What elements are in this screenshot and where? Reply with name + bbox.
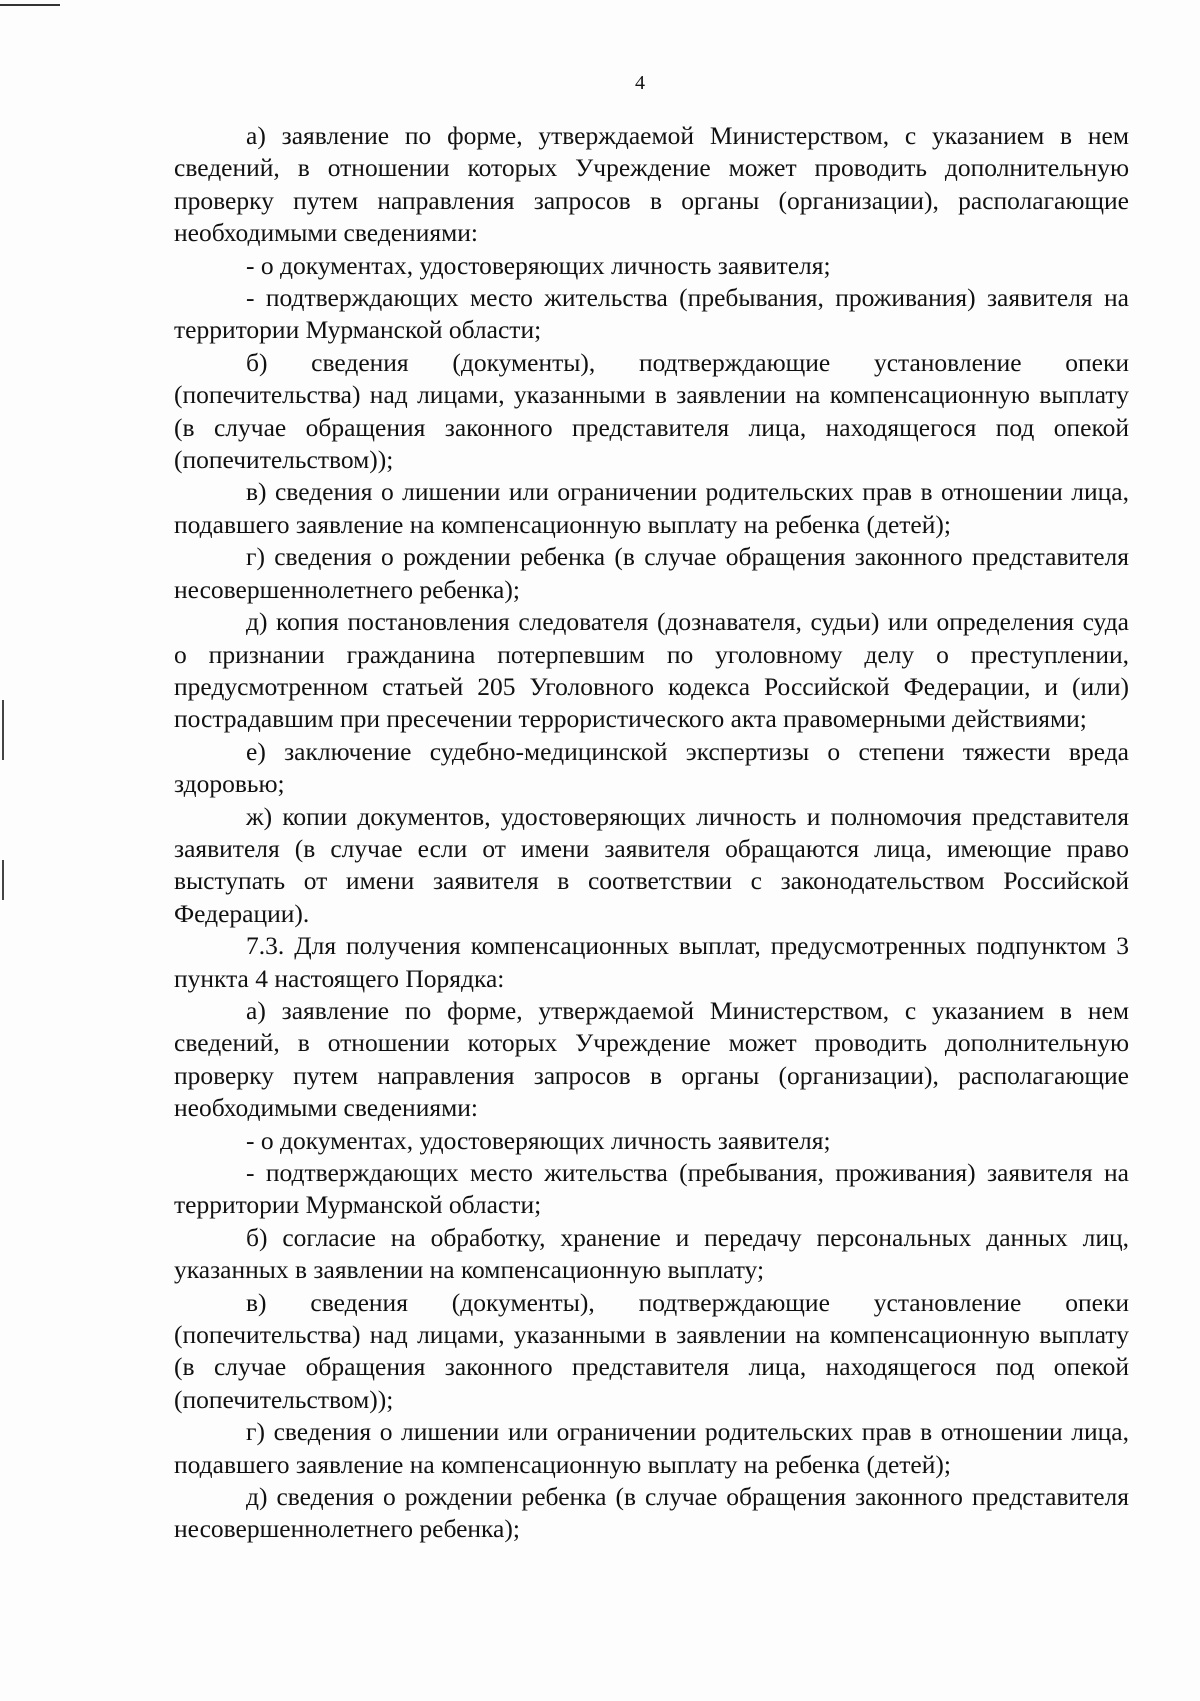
paragraph: - подтверждающих место жительства (пребывания, проживания) заявителя на территории Мурманской области;: [174, 283, 1129, 345]
paragraph: а) заявление по форме, утверждаемой Министерством, с указанием в нем сведений, в отношении которых Учреждение может проводить дополнительную проверку путем направления запросов в органы (организации), располагающие необходимыми сведениями:: [174, 121, 1129, 248]
paragraph: г) сведения о лишении или ограничении родительских прав в отношении лица, подавшего заявление на компенсационную выплату на ребенка (детей);: [174, 1417, 1129, 1479]
paragraph: б) согласие на обработку, хранение и передачу персональных данных лиц, указанных в заявлении на компенсационную выплату;: [174, 1222, 1129, 1285]
paragraph: в) сведения (документы), подтверждающие установление опеки (попечительства) над лицами, указанными в заявлении на компенсационную выплату (в случае обращения законного представителя лица, находящегося под опекой (попечительством));: [174, 1287, 1129, 1414]
paragraph: г) сведения о рождении ребенка (в случае обращения законного представителя несовершеннолетнего ребенка);: [174, 542, 1129, 604]
scan-edge-mark: [2, 700, 4, 760]
paragraph: ж) копии документов, удостоверяющих личность и полномочия представителя заявителя (в случае если от имени заявителя обращаются лица, имеющие право выступать от имени заявителя в соответствии с законодательством Российской Федерации).: [174, 801, 1129, 928]
paragraph: д) сведения о рождении ребенка (в случае обращения законного представителя несовершеннолетнего ребенка);: [174, 1482, 1129, 1544]
paragraph: - подтверждающих место жительства (пребывания, проживания) заявителя на территории Мурманской области;: [174, 1158, 1129, 1220]
paragraph: е) заключение судебно-медицинской экспертизы о степени тяжести вреда здоровью;: [174, 736, 1129, 799]
paragraph: в) сведения о лишении или ограничении родительских прав в отношении лица, подавшего заявление на компенсационную выплату на ребенка (детей);: [174, 477, 1129, 539]
scan-edge-mark: [2, 860, 4, 900]
paragraph: - о документах, удостоверяющих личность заявителя;: [246, 250, 831, 280]
document-body: [174, 120, 1129, 1546]
section-heading-7-3: 7.3. Для получения компенсационных выплат, предусмотренных подпунктом 3 пункта 4 настоящего Порядка:: [174, 931, 1129, 993]
paragraph: б) сведения (документы), подтверждающие установление опеки (попечительства) над лицами, указанными в заявлении на компенсационную выплату (в случае обращения законного представителя лица, находящегося под опекой (попечительством));: [174, 347, 1129, 475]
paragraph: а) заявление по форме, утверждаемой Министерством, с указанием в нем сведений, в отношении которых Учреждение может проводить дополнительную проверку путем направления запросов в органы (организации), располагающие необходимыми сведениями:: [174, 995, 1129, 1123]
paragraph: д) копия постановления следователя (дознавателя, судьи) или определения суда о признании гражданина потерпевшим по уголовному делу о преступлении, предусмотренном статьей 205 Уголовного кодекса Российской Федерации, и (или) пострадавшим при пресечении террористического акта правомерными действиями;: [174, 607, 1129, 734]
page-number: 4: [635, 72, 645, 94]
scan-edge-mark: [0, 4, 60, 6]
paragraph: - о документах, удостоверяющих личность заявителя;: [246, 1125, 831, 1155]
